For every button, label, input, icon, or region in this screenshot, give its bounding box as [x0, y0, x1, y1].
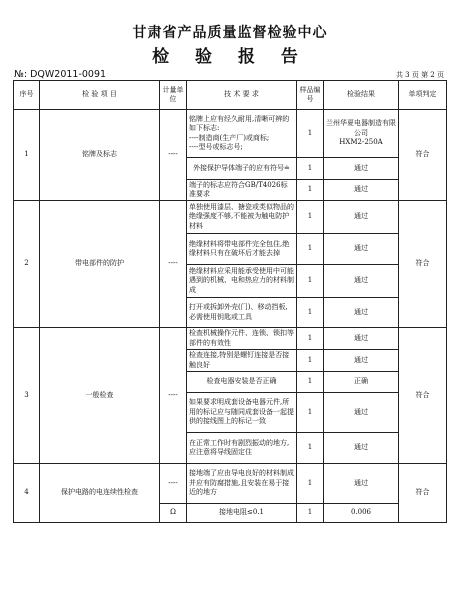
requirement-cell: 检查电器安装是否正确 — [187, 372, 297, 393]
item-number: 3 — [14, 328, 40, 464]
requirement-cell: 检查连接,特别是螺钉连接是否接触良好 — [187, 350, 297, 372]
item-name: 一般检查 — [40, 328, 160, 464]
requirement-cell: 外接保护导体端子的应有符号≐ — [187, 158, 297, 180]
result-cell: 通过 — [324, 234, 399, 265]
item-number: 2 — [14, 201, 40, 328]
table-row — [14, 110, 447, 158]
result-cell: 通过 — [324, 201, 399, 234]
item-number: 4 — [14, 464, 40, 523]
result-cell: 通过 — [324, 433, 399, 464]
sample-cell: 1 — [297, 180, 324, 201]
page-info: 共 3 页 第 2 页 — [395, 71, 444, 79]
item-judgment: 符合 — [399, 464, 447, 523]
table-row — [14, 328, 447, 350]
document-number: №: DQW2011-0091 — [14, 69, 107, 80]
requirement-cell: 绝缘材料将带电部件完全包住,绝缘材料只有在破坏后才能去掉 — [187, 234, 297, 265]
sample-cell: 1 — [297, 504, 324, 523]
item-name: 铭牌及标志 — [40, 110, 160, 201]
requirement-cell: 在正常工作时有剧烈振动的地方,应注意将导线固定住 — [187, 433, 297, 464]
item-unit: Ω — [160, 504, 187, 523]
sample-cell: 1 — [297, 201, 324, 234]
sample-cell: 1 — [297, 372, 324, 393]
result-cell: 0.006 — [324, 504, 399, 523]
result-cell: 通过 — [324, 464, 399, 504]
col-header-no: 序号 — [14, 81, 40, 110]
result-cell: 通过 — [324, 265, 399, 298]
table-row — [14, 464, 447, 504]
sample-cell: 1 — [297, 298, 324, 328]
item-number: 1 — [14, 110, 40, 201]
col-header-result: 检验结果 — [324, 81, 399, 110]
requirement-cell: 接地电阻≤0.1 — [187, 504, 297, 523]
requirement-cell: 检查机械操作元件、连锁、锁扣等部件的有效性 — [187, 328, 297, 350]
col-header-item: 检 验 项 目 — [40, 81, 160, 110]
item-unit: ---- — [160, 464, 187, 504]
result-cell: 通过 — [324, 298, 399, 328]
result-cell: 正确 — [324, 372, 399, 393]
item-judgment: 符合 — [399, 110, 447, 201]
requirement-cell: 打开或拆卸外壳(门)、移动挡板,必需使用钥匙或工具 — [187, 298, 297, 328]
requirement-cell: 接地端了应由导电良好的材料制成并应有防腐措施,且安装在易于接近的地方 — [187, 464, 297, 504]
requirement-cell: 如果要求明成套设备电器元件,所用的标记应与随同成套设备一起提供的接线图上的标记一致 — [187, 393, 297, 433]
sample-cell: 1 — [297, 433, 324, 464]
inspection-table — [13, 80, 447, 523]
col-header-requirement: 技 术 要 求 — [187, 81, 297, 110]
item-unit: ---- — [160, 201, 187, 328]
table-row — [14, 201, 447, 234]
col-header-judgment: 单项判定 — [399, 81, 447, 110]
sample-cell: 1 — [297, 328, 324, 350]
sample-cell: 1 — [297, 234, 324, 265]
sample-cell: 1 — [297, 110, 324, 158]
result-cell: 通过 — [324, 328, 399, 350]
item-unit: ---- — [160, 328, 187, 464]
result-cell: 通过 — [324, 393, 399, 433]
sample-cell: 1 — [297, 464, 324, 504]
item-name: 保护电路的电连续性检查 — [40, 464, 160, 523]
col-header-sample-no: 样品编号 — [297, 81, 324, 110]
organization-name: 甘肃省产品质量监督检验中心 — [132, 25, 328, 41]
item-unit: ---- — [160, 110, 187, 201]
col-header-unit: 计量单位 — [160, 81, 187, 110]
requirement-cell: 单独使用漆层、搪瓷或类似物品的绝缘强度不够,不能被为触电防护材料 — [187, 201, 297, 234]
table-header-row — [14, 81, 447, 110]
result-cell: 兰州华夏电器制造有限公司 HXM2-250A — [324, 110, 399, 158]
requirement-cell: 铭牌上应有经久耐用,清晰可辨的如下标志: ----制造商(生产厂)或商标; ----型号或标志号; — [187, 110, 297, 158]
sample-cell: 1 — [297, 265, 324, 298]
requirement-cell: 绝缘材料应采用能承受使用中可能遇到的机械、电和热应力的材料制成 — [187, 265, 297, 298]
sample-cell: 1 — [297, 158, 324, 180]
item-judgment: 符合 — [399, 328, 447, 464]
result-cell: 通过 — [324, 158, 399, 180]
sample-cell: 1 — [297, 393, 324, 433]
requirement-cell: 端子的标志应符合GB/T4026标准要求 — [187, 180, 297, 201]
item-judgment: 符合 — [399, 201, 447, 328]
report-title: 检 验 报 告 — [152, 47, 308, 67]
result-cell: 通过 — [324, 180, 399, 201]
item-name: 带电部件的防护 — [40, 201, 160, 328]
result-cell: 通过 — [324, 350, 399, 372]
sample-cell: 1 — [297, 350, 324, 372]
